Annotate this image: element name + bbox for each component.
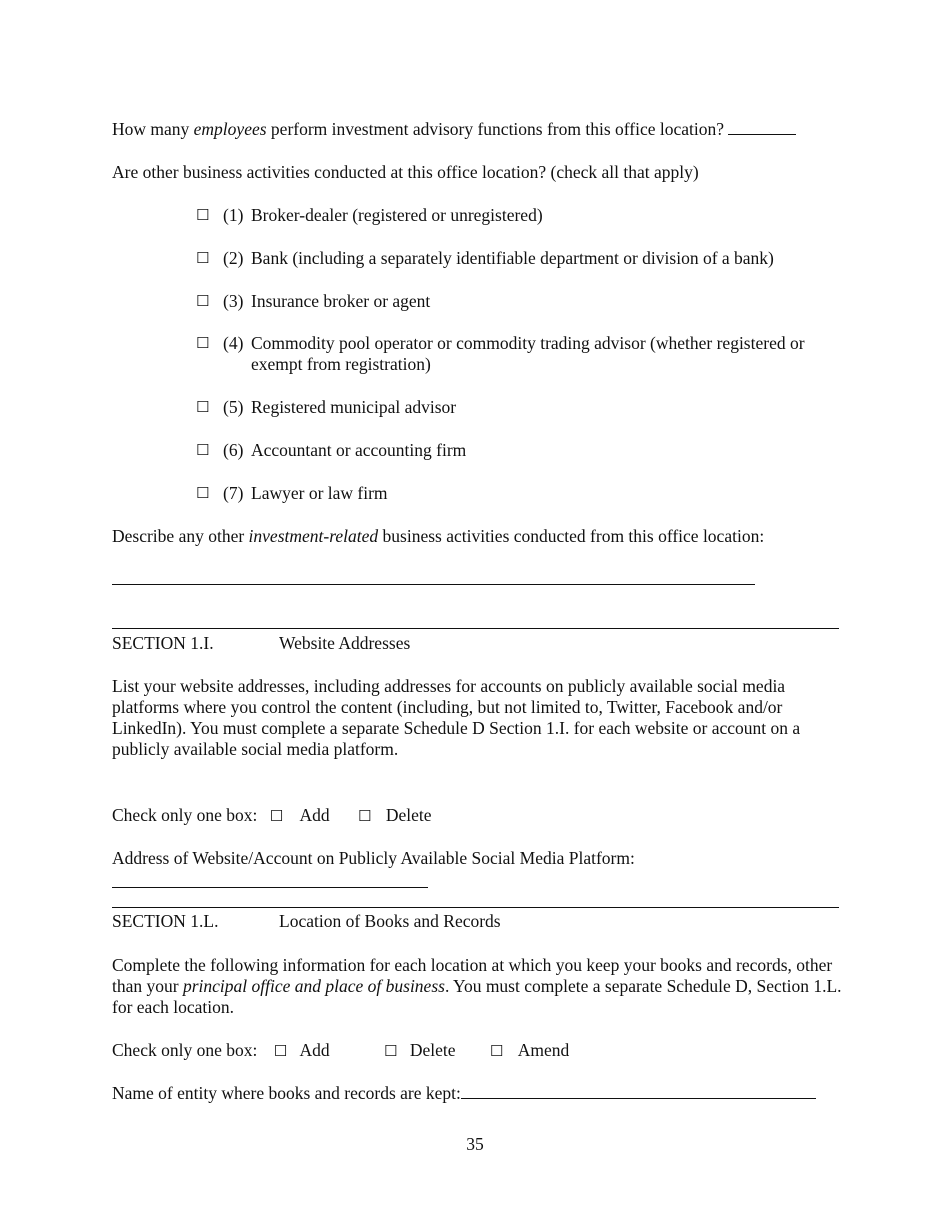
website-address-label: Address of Website/Account on Publicly Available Social Media Platform: xyxy=(112,848,635,868)
checkbox-insurance[interactable]: ☐ xyxy=(196,292,210,310)
employees-question: How many employees perform investment advisory functions from this office location? xyxy=(112,119,796,140)
other-activities-question: Are other business activities conducted at this office location? (check all that apply) xyxy=(112,162,699,182)
entity-name-field[interactable] xyxy=(461,1083,816,1099)
checkbox-add[interactable]: ☐ xyxy=(273,1042,288,1060)
section-1i-instructions: List your website addresses, including addresses for accounts on publicly available social media platforms where you control the content (including, but not limited to, Twitter, Facebook and/or LinkedIn). You must complete a separate Schedule D Section 1.I. for each website or account on a publicly available social media platform. xyxy=(112,676,801,759)
page-number: 35 xyxy=(466,1134,484,1154)
checkbox-broker-dealer[interactable]: ☐ xyxy=(196,206,210,224)
checkbox-lawyer[interactable]: ☐ xyxy=(196,484,210,502)
checkbox-bank[interactable]: ☐ xyxy=(196,249,210,267)
section-1i-title: Website Addresses xyxy=(279,633,411,653)
section-1l-title: Location of Books and Records xyxy=(279,911,501,931)
describe-other-field[interactable] xyxy=(112,584,755,585)
section-1i-number: SECTION 1.I. xyxy=(112,633,214,653)
checkbox-accountant[interactable]: ☐ xyxy=(196,441,210,459)
checkbox-commodity[interactable]: ☐ xyxy=(196,334,210,352)
section-1i-header xyxy=(112,633,411,654)
describe-other-question: Describe any other investment-related business activities conducted from this office location: xyxy=(112,526,765,546)
website-address-field[interactable] xyxy=(112,887,428,888)
section-1l-check-row: Check only one box: ☐ Add ☐ Delete ☐ Amend xyxy=(112,1040,570,1060)
checkbox-municipal-advisor[interactable]: ☐ xyxy=(196,398,210,416)
section-1l-header xyxy=(112,911,501,932)
section-1i-check-row: Check only one box: ☐ Add ☐ Delete xyxy=(112,805,432,825)
section-divider xyxy=(112,628,839,629)
section-1l-instructions: Complete the following information for each location at which you keep your books and records, other than your principal office and place of business. You must complete a separate Schedule D, Section 1.L. for each location. xyxy=(112,955,842,1017)
section-1l-number: SECTION 1.L. xyxy=(112,911,219,931)
employees-count-field[interactable] xyxy=(728,119,796,135)
checkbox-add[interactable]: ☐ xyxy=(269,807,284,825)
checkbox-delete[interactable]: ☐ xyxy=(384,1042,398,1060)
checkbox-amend[interactable]: ☐ xyxy=(489,1042,504,1060)
section-divider xyxy=(112,907,839,908)
entity-name-row: Name of entity where books and records are kept: xyxy=(112,1083,816,1104)
checkbox-delete[interactable]: ☐ xyxy=(358,807,372,825)
